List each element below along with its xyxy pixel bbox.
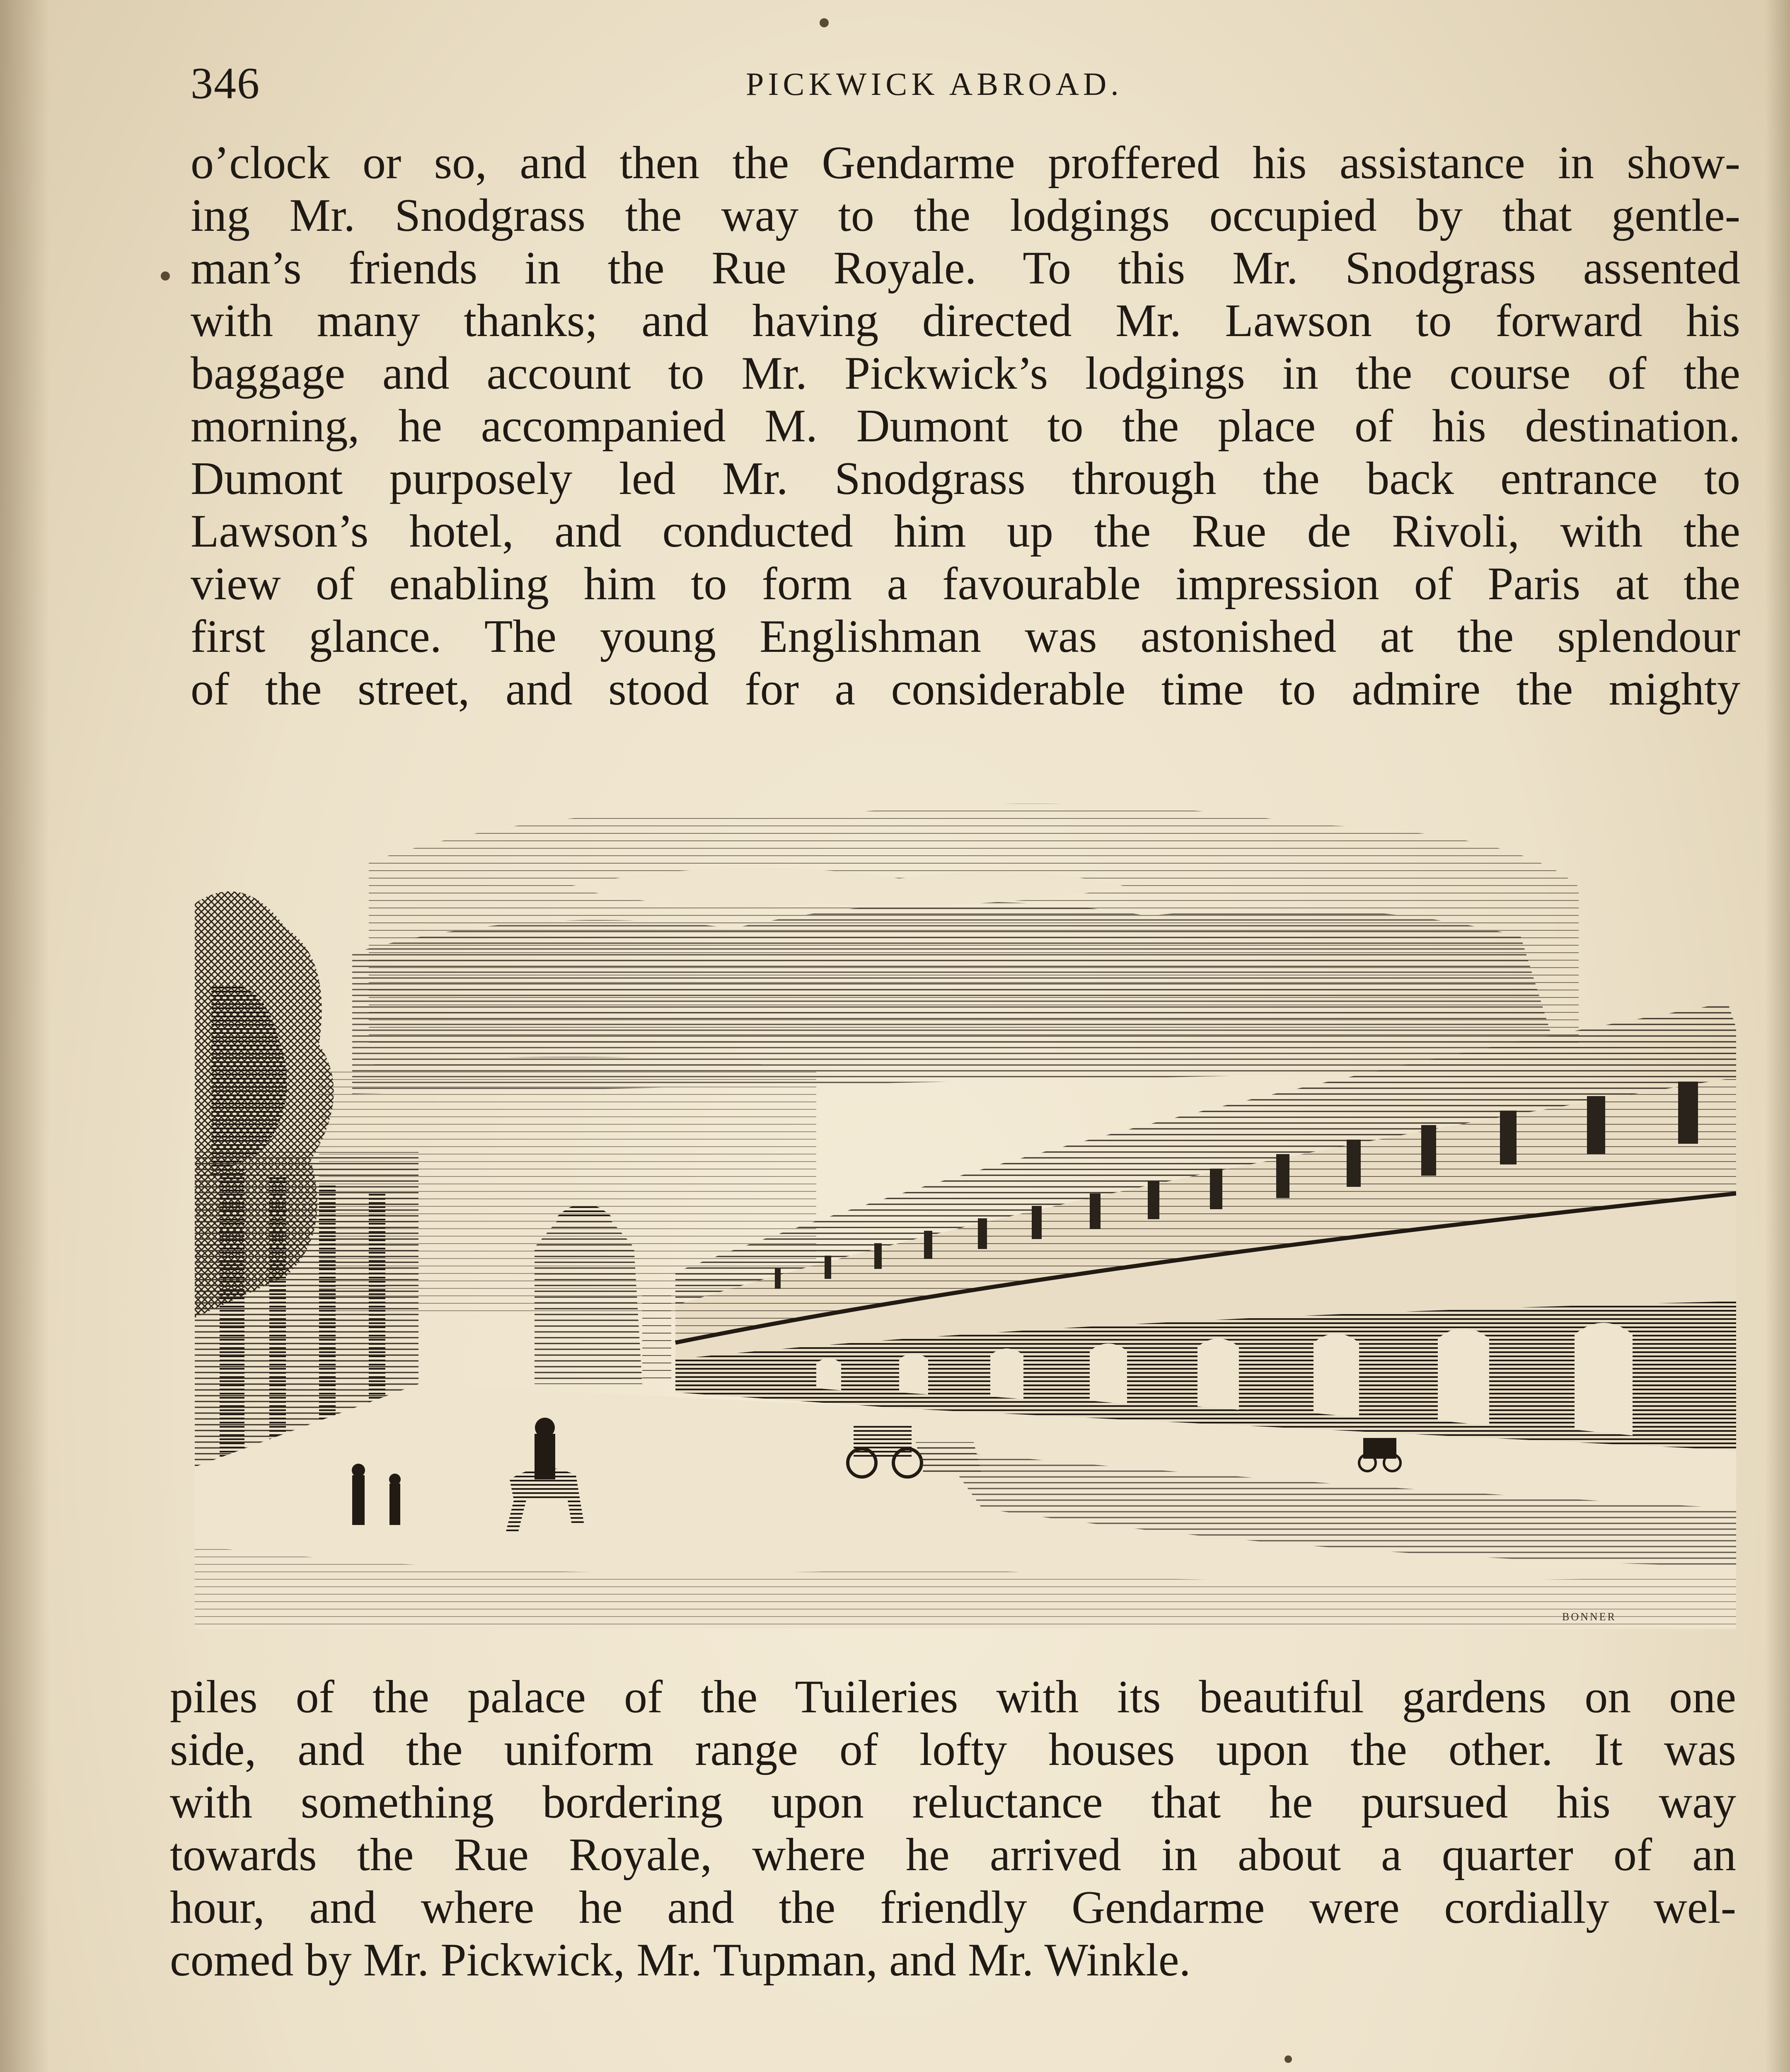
- text-line: side, and the uniform range of lofty houses upon the other. It was: [170, 1724, 1736, 1775]
- margin-mark: [161, 271, 170, 281]
- engraving-drawing: [195, 779, 1736, 1629]
- ink-speck: [1284, 2055, 1292, 2063]
- page-edge-shadow: [1765, 0, 1790, 2072]
- middle-paragraph: [170, 1671, 1736, 1987]
- text-line: Lawson’s hotel, and conducted him up the Rue de Rivoli, with the: [191, 506, 1740, 557]
- page-gutter-shadow: [0, 0, 50, 2072]
- text-line: of the street, and stood for a considerable time to admire the mighty: [191, 663, 1740, 715]
- text-line: first glance. The young Englishman was astonished at the splendour: [191, 611, 1740, 662]
- text-line: with many thanks; and having directed Mr. Lawson to forward his: [191, 295, 1740, 346]
- text-line: ing Mr. Snodgrass the way to the lodgings occupied by that gentle-: [191, 190, 1740, 241]
- page-number: 346: [191, 59, 260, 108]
- engraver-mark: BONNER: [1562, 1611, 1616, 1623]
- text-line: towards the Rue Royale, where he arrived in about a quarter of an: [170, 1829, 1736, 1881]
- top-paragraph: [191, 137, 1740, 716]
- ink-speck: [820, 18, 829, 27]
- text-line: Dumont purposely led Mr. Snodgrass through the back entrance to: [191, 453, 1740, 504]
- text-line: comed by Mr. Pickwick, Mr. Tupman, and Mr. Winkle.: [170, 1934, 1191, 1986]
- running-head: [191, 58, 1740, 112]
- text-line: man’s friends in the Rue Royale. To this Mr. Snodgrass assented: [191, 242, 1740, 294]
- text-line: piles of the palace of the Tuileries with its beautiful gardens on one: [170, 1671, 1736, 1723]
- text-line: view of enabling him to form a favourable impression of Paris at the: [191, 558, 1740, 610]
- text-line: baggage and account to Mr. Pickwick’s lodgings in the course of the: [191, 348, 1740, 399]
- distant-pavilion: [535, 1218, 642, 1384]
- street-engraving: [195, 779, 1736, 1629]
- text-line: with something bordering upon reluctance that he pursued his way: [170, 1777, 1736, 1828]
- text-line: morning, he accompanied M. Dumont to the place of his destination.: [191, 400, 1740, 452]
- text-line: o’clock or so, and then the Gendarme proffered his assistance in show-: [191, 137, 1740, 189]
- running-title: PICKWICK ABROAD.: [746, 66, 1123, 102]
- text-line: hour, and where he and the friendly Gendarme were cordially wel-: [170, 1882, 1736, 1933]
